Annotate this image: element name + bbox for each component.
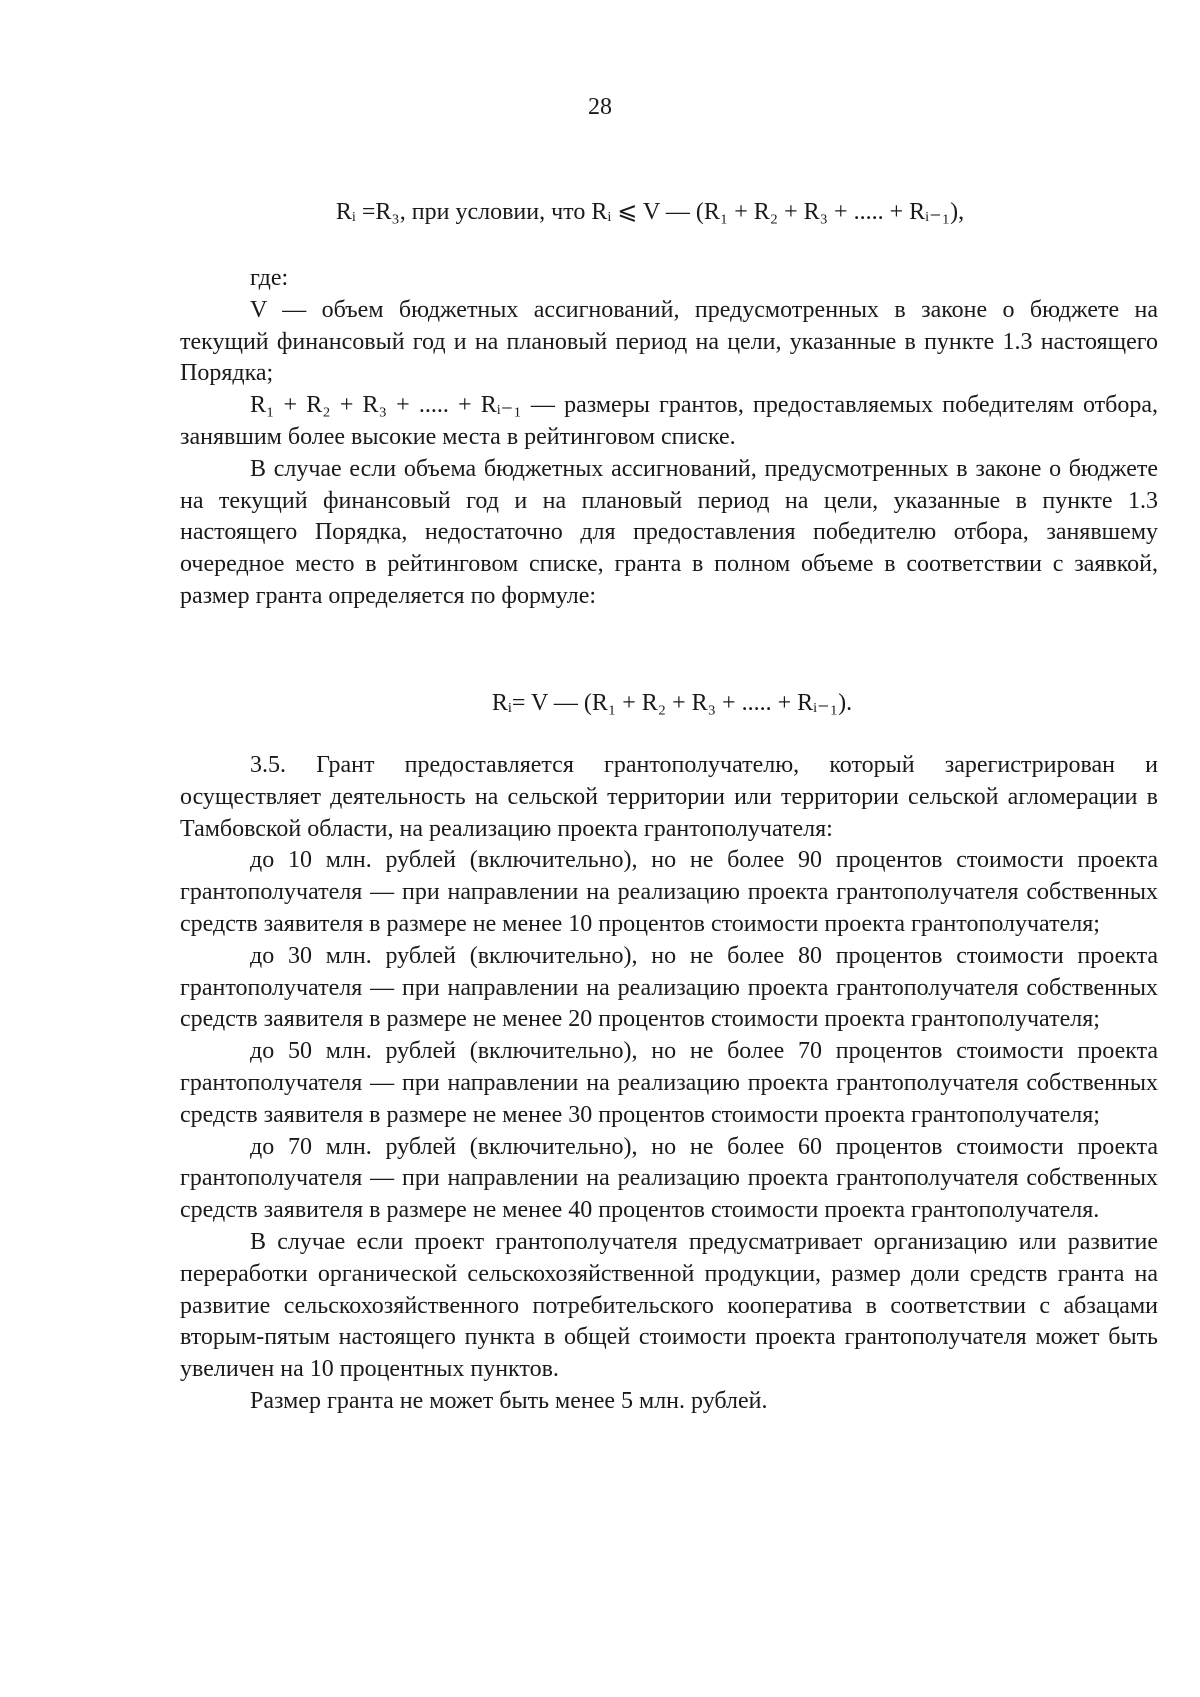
definition-v: V — объем бюджетных ассигнований, предусмотренных в законе о бюджете на текущий финансовый год и на плановый период на цели, указанные в пункте 1.3 настоящего Порядка; bbox=[180, 296, 1158, 387]
organic-processing-paragraph: В случае если проект грантополучателя предусматривает организацию или развитие переработки органической сельскохозяйственной продукции, размер доли средств гранта на развитие сельскохозяйственного потребительского кооператива в соответствии с абзацами вторым-пятым настоящего пункта в общей стоимости проекта грантополучателя может быть увеличен на 10 процентных пунктов. bbox=[180, 1228, 1158, 1383]
section-3-5 bbox=[180, 750, 1158, 1418]
where-label: где: bbox=[250, 265, 289, 291]
grant-tier-50m: до 50 млн. рублей (включительно), но не более 70 процентов стоимости проекта грантополучателя — при направлении на реализацию проекта грантополучателя собственных средств заявителя в размере не менее 30 процентов стоимости проекта грантополучателя; bbox=[180, 1038, 1158, 1128]
definition-r-sum: R₁ + R₂ + R₃ + ..... + Rᵢ₋₁ — размеры грантов, предоставляемых победителям отбора, занявшим более высокие места в рейтинговом списке. bbox=[180, 392, 1158, 450]
section-3-5-intro: 3.5. Грант предоставляется грантополучателю, который зарегистрирован и осуществляет деятельность на сельской территории или территории сельской агломерации в Тамбовской области, на реализацию проекта грантополучателя: bbox=[180, 752, 1158, 842]
grant-tier-70m: до 70 млн. рублей (включительно), но не более 60 процентов стоимости проекта грантополучателя — при направлении на реализацию проекта грантополучателя собственных средств заявителя в размере не менее 40 процентов стоимости проекта грантополучателя. bbox=[180, 1133, 1158, 1224]
formula-grant-limit: Rᵢ =R₃, при условии, что Rᵢ ⩽ V — (R₁ + R₂ + R₃ + ..... + Rᵢ₋₁), bbox=[335, 199, 965, 225]
definitions-block bbox=[180, 263, 1158, 613]
formula-grant-remainder: Rᵢ= V — (R₁ + R₂ + R₃ + ..... + Rᵢ₋₁). bbox=[491, 690, 853, 716]
page-number: 28 bbox=[588, 94, 612, 120]
grant-tier-30m: до 30 млн. рублей (включительно), но не более 80 процентов стоимости проекта грантополучателя — при направлении на реализацию проекта грантополучателя собственных средств заявителя в размере не менее 20 процентов стоимости проекта грантополучателя; bbox=[180, 942, 1158, 1033]
minimum-grant-paragraph: Размер гранта не может быть менее 5 млн. рублей. bbox=[250, 1387, 768, 1414]
insufficient-funds-paragraph: В случае если объема бюджетных ассигнований, предусмотренных в законе о бюджете на текущий финансовый год и на плановый период на цели, указанные в пункте 1.3 настоящего Порядка, недостаточно для предоставления победителю отбора, занявшему очередное место в рейтинговом списке, гранта в полном объеме в соответствии с заявкой, размер гранта определяется по формуле: bbox=[180, 455, 1158, 609]
grant-tier-10m: до 10 млн. рублей (включительно), но не более 90 процентов стоимости проекта грантополучателя — при направлении на реализацию проекта грантополучателя собственных средств заявителя в размере не менее 10 процентов стоимости проекта грантополучателя; bbox=[180, 847, 1158, 937]
